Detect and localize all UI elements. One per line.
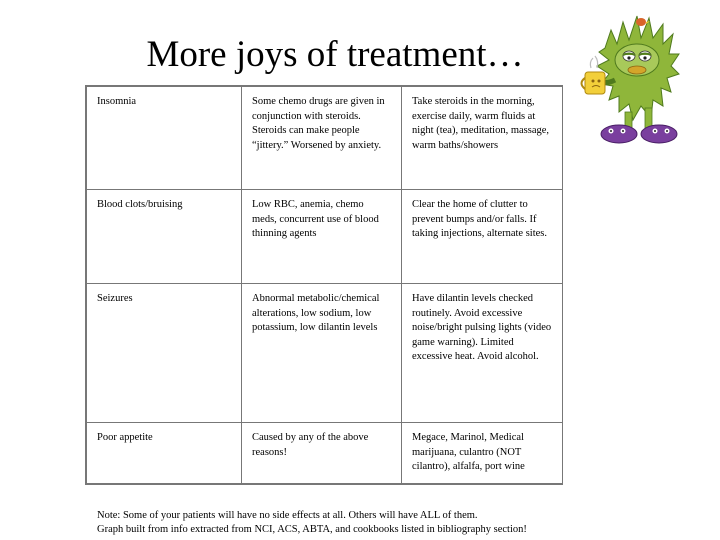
cause-cell: Abnormal metabolic/chemical alterations, low sodium, low potassium, low dilantin levels (242, 284, 402, 423)
effect-cell: Insomnia (87, 87, 242, 190)
sick-monster-with-mug-icon (575, 8, 715, 148)
footnote-line-1: Note: Some of your patients will have no side effects at all. Others will have ALL of them. (97, 510, 478, 521)
footnote-line-2: Graph built from info extracted from NCI, ACS, ABTA, and cookbooks listed in bibliography section! (97, 524, 527, 535)
effect-cell: Poor appetite (87, 423, 242, 484)
footnote (97, 509, 717, 537)
remedy-cell: Take steroids in the morning, exercise daily, warm fluids at night (tea), meditation, massage, warm baths/showers (402, 87, 563, 190)
effect-cell: Blood clots/bruising (87, 190, 242, 284)
cause-cell: Caused by any of the above reasons! (242, 423, 402, 484)
cause-cell: Low RBC, anemia, chemo meds, concurrent use of blood thinning agents (242, 190, 402, 284)
effect-cell: Seizures (87, 284, 242, 423)
remedy-cell: Megace, Marinol, Medical marijuana, culantro (NOT cilantro), alfalfa, port wine (402, 423, 563, 484)
slide-title: More joys of treatment… (146, 34, 524, 75)
cause-cell: Some chemo drugs are given in conjunction with steroids. Steroids can make people “jittery.” Worsened by anxiety. (242, 87, 402, 190)
table-row (87, 284, 563, 423)
side-effects-table (85, 85, 563, 485)
remedy-cell: Have dilantin levels checked routinely. Avoid excessive noise/bright pulsing lights (video game warning). Limited excessive heat. Avoid alcohol. (402, 284, 563, 423)
table-row (87, 423, 563, 484)
table-row (87, 190, 563, 284)
table-row (87, 87, 563, 190)
remedy-cell: Clear the home of clutter to prevent bumps and/or falls. If taking injections, alternate sites. (402, 190, 563, 284)
